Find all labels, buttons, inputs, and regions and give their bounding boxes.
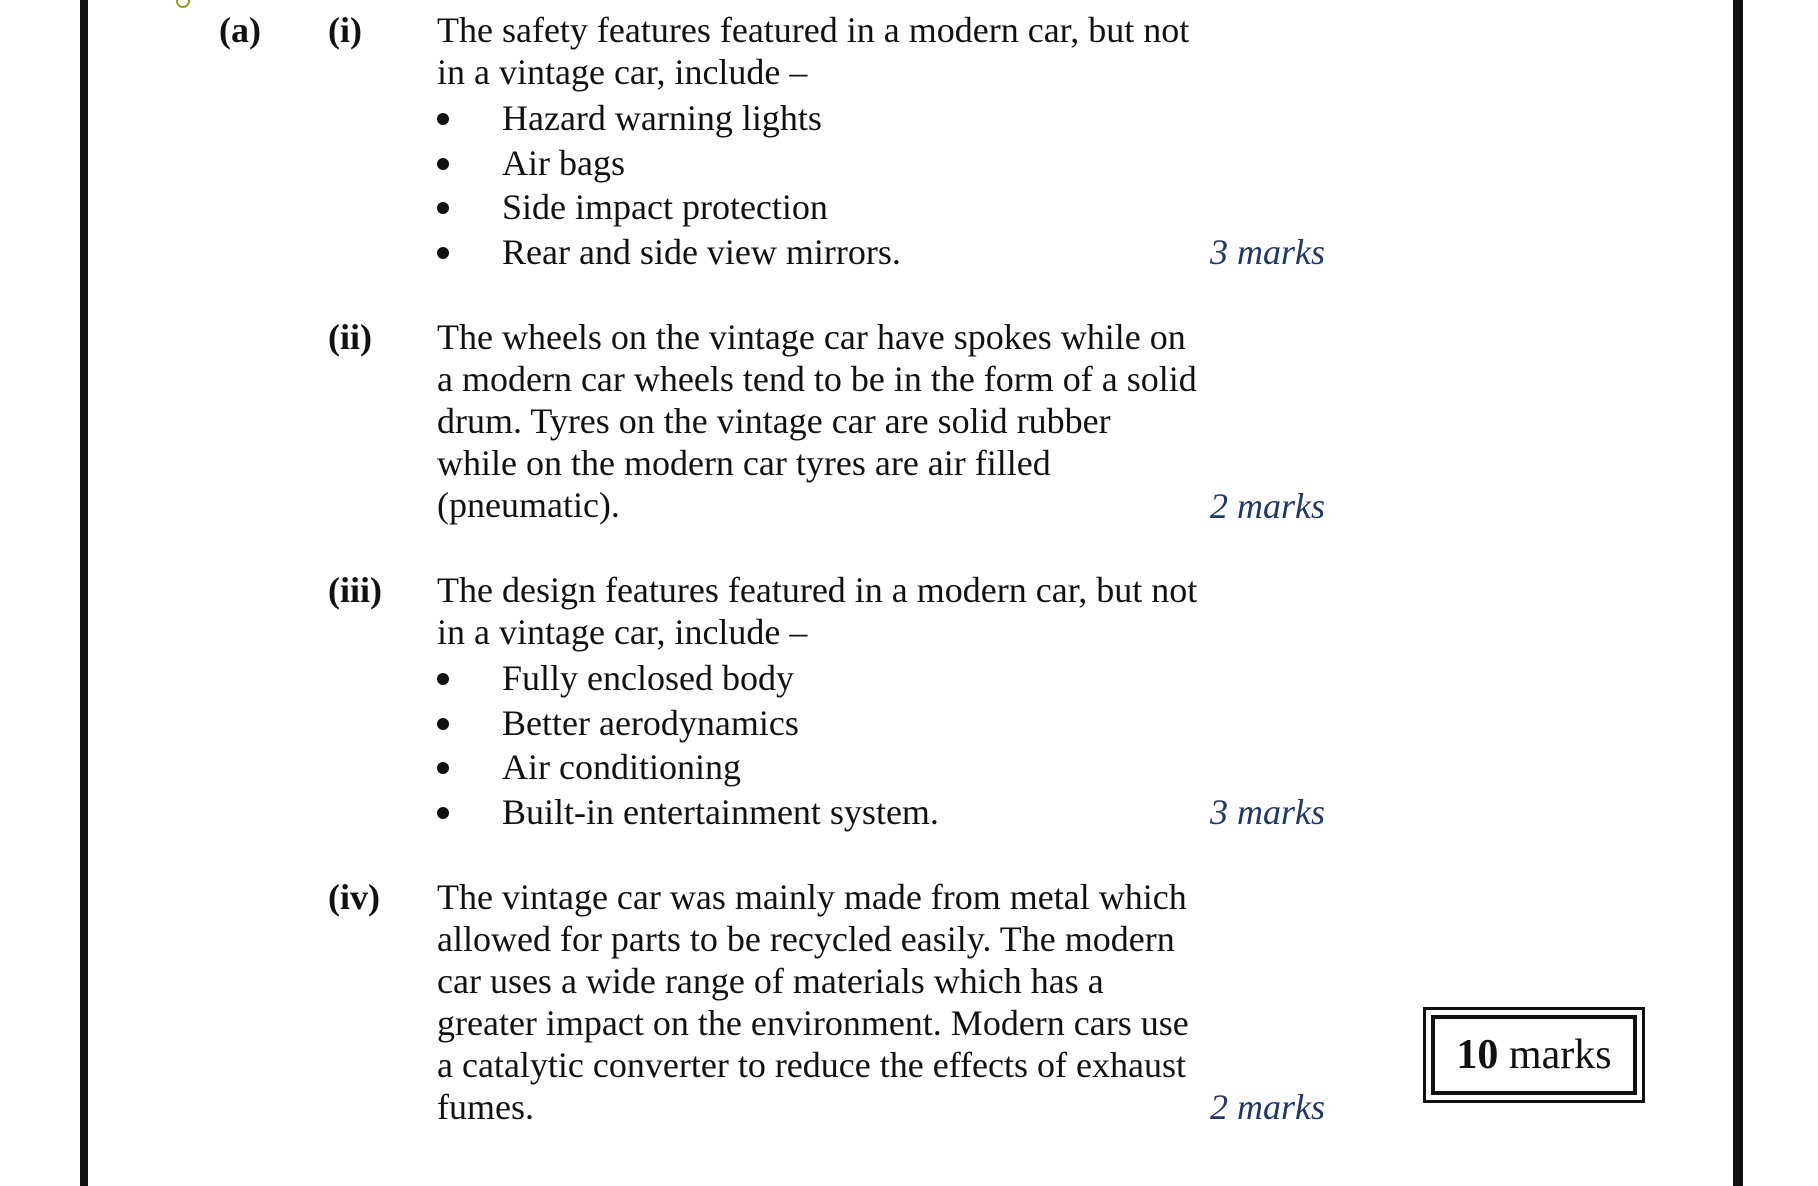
question-i-marks: 3 marks — [1210, 232, 1325, 272]
list-item: Side impact protection — [437, 185, 1237, 230]
total-marks-number: 10 — [1456, 1032, 1499, 1078]
bullet-icon — [437, 158, 449, 170]
question-iii-bullet-list — [437, 656, 1237, 834]
text-line: The safety features featured in a modern car, but not — [437, 10, 1190, 50]
list-item: Hazard warning lights — [437, 96, 1237, 141]
text-line: The vintage car was mainly made from metal which — [437, 877, 1187, 917]
question-ii-text — [437, 316, 1237, 526]
text-line: drum. Tyres on the vintage car are solid rubber — [437, 401, 1111, 441]
total-marks-box — [1423, 1007, 1645, 1103]
text-line: The wheels on the vintage car have spokes while on — [437, 317, 1186, 357]
part-label: (a) — [219, 10, 261, 50]
bullet-icon — [437, 113, 449, 125]
question-ii-label: (ii) — [328, 317, 372, 357]
left-page-border — [80, 0, 88, 1186]
text-line: a catalytic converter to reduce the effects of exhaust — [437, 1045, 1186, 1085]
question-i-bullet-list — [437, 96, 1237, 274]
question-i-label: (i) — [328, 10, 362, 50]
question-iii-label: (iii) — [328, 570, 382, 610]
question-iii-text — [437, 569, 1237, 653]
list-item: Fully enclosed body — [437, 656, 1237, 701]
list-item: Air conditioning — [437, 745, 1237, 790]
list-item: Built-in entertainment system. — [437, 790, 1237, 835]
total-marks-unit: marks — [1508, 1032, 1612, 1078]
bullet-icon — [437, 673, 449, 685]
list-item: Better aerodynamics — [437, 701, 1237, 746]
question-iv-text — [437, 876, 1237, 1128]
corner-circle-mark — [176, 0, 190, 8]
list-item: Air bags — [437, 141, 1237, 186]
right-page-border — [1733, 0, 1743, 1186]
bullet-icon — [437, 247, 449, 259]
bullet-icon — [437, 762, 449, 774]
text-line: fumes. — [437, 1087, 534, 1127]
bullet-icon — [437, 202, 449, 214]
text-line: in a vintage car, include – — [437, 612, 808, 652]
text-line: in a vintage car, include – — [437, 52, 808, 92]
text-line: car uses a wide range of materials which has a — [437, 961, 1104, 1001]
text-line: greater impact on the environment. Modern cars use — [437, 1003, 1189, 1043]
bullet-icon — [437, 718, 449, 730]
total-marks — [1431, 1015, 1637, 1095]
question-iii-marks: 3 marks — [1210, 792, 1325, 832]
question-i-text — [437, 9, 1237, 93]
text-line: allowed for parts to be recycled easily. The modern — [437, 919, 1175, 959]
question-ii-marks: 2 marks — [1210, 486, 1325, 526]
question-iv-label: (iv) — [328, 877, 380, 917]
list-item: Rear and side view mirrors. — [437, 230, 1237, 275]
text-line: a modern car wheels tend to be in the form of a solid — [437, 359, 1197, 399]
question-iv-marks: 2 marks — [1210, 1087, 1325, 1127]
bullet-icon — [437, 807, 449, 819]
text-line: (pneumatic). — [437, 485, 620, 525]
text-line: The design features featured in a modern car, but not — [437, 570, 1198, 610]
text-line: while on the modern car tyres are air filled — [437, 443, 1051, 483]
